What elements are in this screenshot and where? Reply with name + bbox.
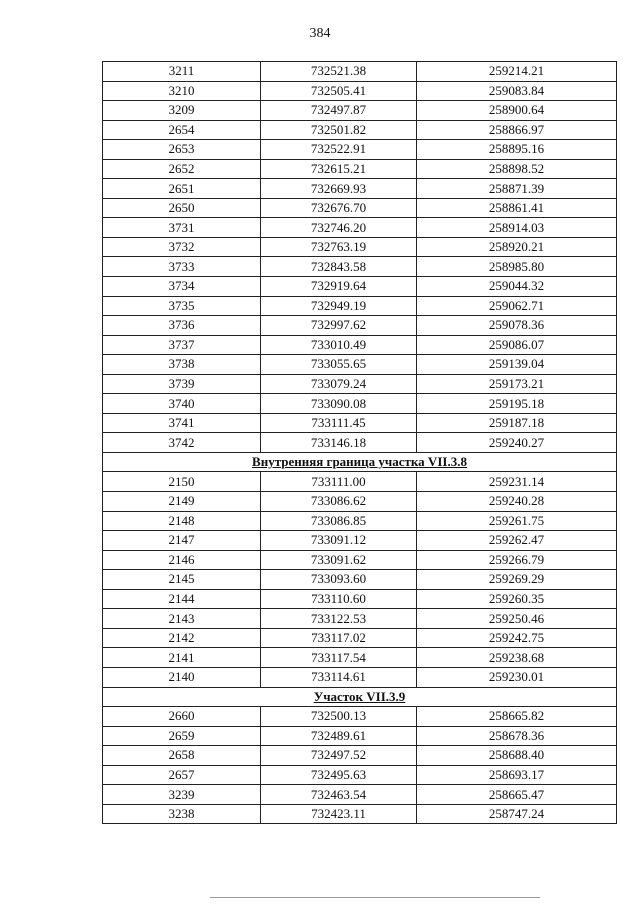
x-coordinate-cell: 732746.20 xyxy=(261,218,417,238)
x-coordinate-cell: 732949.19 xyxy=(261,296,417,316)
point-number-cell: 2650 xyxy=(103,198,261,218)
x-coordinate-cell: 732489.61 xyxy=(261,726,417,746)
x-coordinate-cell: 732501.82 xyxy=(261,120,417,140)
point-number-cell: 3737 xyxy=(103,335,261,355)
point-number-cell: 3210 xyxy=(103,81,261,101)
y-coordinate-cell: 258985.80 xyxy=(417,257,617,277)
point-number-cell: 2142 xyxy=(103,628,261,648)
point-number-cell: 3735 xyxy=(103,296,261,316)
section-title: Внутренняя граница участка VII.3.8 xyxy=(252,454,467,470)
point-number-cell: 3736 xyxy=(103,316,261,336)
y-coordinate-cell: 259062.71 xyxy=(417,296,617,316)
table-row xyxy=(103,101,617,121)
point-number-cell: 3741 xyxy=(103,413,261,433)
y-coordinate-cell: 258914.03 xyxy=(417,218,617,238)
point-number-cell: 3238 xyxy=(103,804,261,824)
y-coordinate-cell: 258665.82 xyxy=(417,707,617,727)
point-number-cell: 3738 xyxy=(103,355,261,375)
point-number-cell: 2659 xyxy=(103,726,261,746)
x-coordinate-cell: 733010.49 xyxy=(261,335,417,355)
x-coordinate-cell: 732997.62 xyxy=(261,316,417,336)
point-number-cell: 3239 xyxy=(103,785,261,805)
point-number-cell: 3209 xyxy=(103,101,261,121)
point-number-cell: 2654 xyxy=(103,120,261,140)
y-coordinate-cell: 259261.75 xyxy=(417,511,617,531)
x-coordinate-cell: 733091.12 xyxy=(261,531,417,551)
point-number-cell: 2660 xyxy=(103,707,261,727)
x-coordinate-cell: 732521.38 xyxy=(261,62,417,82)
y-coordinate-cell: 259231.14 xyxy=(417,472,617,492)
table-row xyxy=(103,433,617,453)
y-coordinate-cell: 258693.17 xyxy=(417,765,617,785)
table-row xyxy=(103,179,617,199)
x-coordinate-cell: 732919.64 xyxy=(261,277,417,297)
y-coordinate-cell: 259044.32 xyxy=(417,277,617,297)
table-row xyxy=(103,413,617,433)
y-coordinate-cell: 258871.39 xyxy=(417,179,617,199)
point-number-cell: 2146 xyxy=(103,550,261,570)
table-row xyxy=(103,237,617,257)
x-coordinate-cell: 733146.18 xyxy=(261,433,417,453)
table-row xyxy=(103,765,617,785)
y-coordinate-cell: 259173.21 xyxy=(417,374,617,394)
section-title: Участок VII.3.9 xyxy=(313,688,406,704)
y-coordinate-cell: 259083.84 xyxy=(417,81,617,101)
point-number-cell: 2144 xyxy=(103,589,261,609)
point-number-cell: 2150 xyxy=(103,472,261,492)
y-coordinate-cell: 258920.21 xyxy=(417,237,617,257)
table-row xyxy=(103,355,617,375)
y-coordinate-cell: 259195.18 xyxy=(417,394,617,414)
x-coordinate-cell: 733122.53 xyxy=(261,609,417,629)
table-row xyxy=(103,511,617,531)
table-row xyxy=(103,648,617,668)
point-number-cell: 2141 xyxy=(103,648,261,668)
table-row xyxy=(103,570,617,590)
x-coordinate-cell: 733055.65 xyxy=(261,355,417,375)
table-row xyxy=(103,159,617,179)
section-heading-cell xyxy=(103,687,617,707)
table-row xyxy=(103,746,617,766)
point-number-cell: 2652 xyxy=(103,159,261,179)
point-number-cell: 3742 xyxy=(103,433,261,453)
x-coordinate-cell: 733111.00 xyxy=(261,472,417,492)
table-row xyxy=(103,492,617,512)
y-coordinate-cell: 259262.47 xyxy=(417,531,617,551)
y-coordinate-cell: 259266.79 xyxy=(417,550,617,570)
y-coordinate-cell: 259269.29 xyxy=(417,570,617,590)
y-coordinate-cell: 259086.07 xyxy=(417,335,617,355)
section-heading-cell xyxy=(103,452,617,472)
x-coordinate-cell: 733086.85 xyxy=(261,511,417,531)
table-row xyxy=(103,472,617,492)
x-coordinate-cell: 732463.54 xyxy=(261,785,417,805)
table-row xyxy=(103,296,617,316)
x-coordinate-cell: 732522.91 xyxy=(261,140,417,160)
point-number-cell: 2657 xyxy=(103,765,261,785)
x-coordinate-cell: 732669.93 xyxy=(261,179,417,199)
x-coordinate-cell: 733110.60 xyxy=(261,589,417,609)
point-number-cell: 2653 xyxy=(103,140,261,160)
point-number-cell: 2143 xyxy=(103,609,261,629)
x-coordinate-cell: 732843.58 xyxy=(261,257,417,277)
point-number-cell: 2145 xyxy=(103,570,261,590)
point-number-cell: 3733 xyxy=(103,257,261,277)
y-coordinate-cell: 259139.04 xyxy=(417,355,617,375)
y-coordinate-cell: 258688.40 xyxy=(417,746,617,766)
x-coordinate-cell: 733086.62 xyxy=(261,492,417,512)
table-row xyxy=(103,335,617,355)
point-number-cell: 2148 xyxy=(103,511,261,531)
point-number-cell: 3731 xyxy=(103,218,261,238)
y-coordinate-cell: 259250.46 xyxy=(417,609,617,629)
point-number-cell: 3211 xyxy=(103,62,261,82)
table-row xyxy=(103,62,617,82)
x-coordinate-cell: 733117.02 xyxy=(261,628,417,648)
table-row xyxy=(103,257,617,277)
y-coordinate-cell: 259242.75 xyxy=(417,628,617,648)
y-coordinate-cell: 259260.35 xyxy=(417,589,617,609)
table-row xyxy=(103,785,617,805)
y-coordinate-cell: 258678.36 xyxy=(417,726,617,746)
x-coordinate-cell: 733093.60 xyxy=(261,570,417,590)
point-number-cell: 2149 xyxy=(103,492,261,512)
point-number-cell: 2147 xyxy=(103,531,261,551)
y-coordinate-cell: 258895.16 xyxy=(417,140,617,160)
table-row xyxy=(103,628,617,648)
table-row xyxy=(103,804,617,824)
x-coordinate-cell: 732763.19 xyxy=(261,237,417,257)
y-coordinate-cell: 258747.24 xyxy=(417,804,617,824)
x-coordinate-cell: 732505.41 xyxy=(261,81,417,101)
x-coordinate-cell: 733091.62 xyxy=(261,550,417,570)
x-coordinate-cell: 732676.70 xyxy=(261,198,417,218)
x-coordinate-cell: 733079.24 xyxy=(261,374,417,394)
x-coordinate-cell: 732615.21 xyxy=(261,159,417,179)
table-row xyxy=(103,589,617,609)
section-heading-row xyxy=(103,687,617,707)
x-coordinate-cell: 732497.52 xyxy=(261,746,417,766)
table-row xyxy=(103,120,617,140)
y-coordinate-cell: 259240.27 xyxy=(417,433,617,453)
coordinates-table xyxy=(102,61,617,824)
x-coordinate-cell: 732495.63 xyxy=(261,765,417,785)
table-row xyxy=(103,609,617,629)
point-number-cell: 2658 xyxy=(103,746,261,766)
point-number-cell: 2651 xyxy=(103,179,261,199)
y-coordinate-cell: 259240.28 xyxy=(417,492,617,512)
table-row xyxy=(103,726,617,746)
y-coordinate-cell: 259214.21 xyxy=(417,62,617,82)
point-number-cell: 3739 xyxy=(103,374,261,394)
x-coordinate-cell: 733111.45 xyxy=(261,413,417,433)
x-coordinate-cell: 733090.08 xyxy=(261,394,417,414)
x-coordinate-cell: 733117.54 xyxy=(261,648,417,668)
x-coordinate-cell: 732423.11 xyxy=(261,804,417,824)
x-coordinate-cell: 732497.87 xyxy=(261,101,417,121)
point-number-cell: 2140 xyxy=(103,667,261,687)
y-coordinate-cell: 259238.68 xyxy=(417,648,617,668)
y-coordinate-cell: 258900.64 xyxy=(417,101,617,121)
table-row xyxy=(103,140,617,160)
table-row xyxy=(103,374,617,394)
table-row xyxy=(103,218,617,238)
page-bottom-line xyxy=(210,897,540,898)
table-row xyxy=(103,394,617,414)
table-row xyxy=(103,81,617,101)
y-coordinate-cell: 258898.52 xyxy=(417,159,617,179)
x-coordinate-cell: 732500.13 xyxy=(261,707,417,727)
coordinates-table-body xyxy=(103,62,617,824)
y-coordinate-cell: 259230.01 xyxy=(417,667,617,687)
table-row xyxy=(103,316,617,336)
y-coordinate-cell: 259078.36 xyxy=(417,316,617,336)
y-coordinate-cell: 258866.97 xyxy=(417,120,617,140)
table-row xyxy=(103,707,617,727)
table-row xyxy=(103,531,617,551)
section-heading-row xyxy=(103,452,617,472)
table-row xyxy=(103,198,617,218)
point-number-cell: 3732 xyxy=(103,237,261,257)
page-number: 384 xyxy=(309,26,331,41)
y-coordinate-cell: 258665.47 xyxy=(417,785,617,805)
point-number-cell: 3734 xyxy=(103,277,261,297)
table-row xyxy=(103,277,617,297)
table-row xyxy=(103,667,617,687)
x-coordinate-cell: 733114.61 xyxy=(261,667,417,687)
table-row xyxy=(103,550,617,570)
point-number-cell: 3740 xyxy=(103,394,261,414)
y-coordinate-cell: 258861.41 xyxy=(417,198,617,218)
y-coordinate-cell: 259187.18 xyxy=(417,413,617,433)
